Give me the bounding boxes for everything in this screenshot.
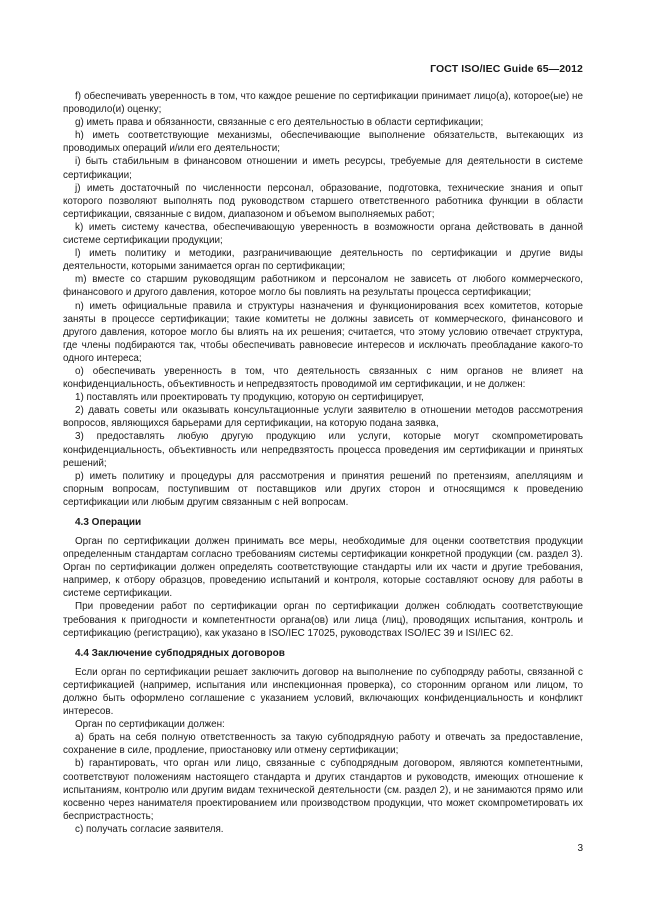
page-number: 3 xyxy=(577,843,583,854)
paragraph: Орган по сертификации должен: xyxy=(75,719,225,731)
section-heading: 4.4 Заключение субподрядных договоров xyxy=(75,647,285,659)
paragraph: 3) предоставлять любую другую продукцию или услуги, которые могут скомпрометировать конфиденциальность, объективность или непредвзятость процесса проведения им сертификации и принятых решений; xyxy=(63,431,583,469)
paragraph: g) иметь права и обязанности, связанные с его деятельностью в области сертификации; xyxy=(75,117,484,129)
paragraph: j) иметь достаточный по численности персонал, образование, подготовка, технические знания и опыт которого позволяют выполнять под руководством старшего ответственного работника функции в области сертификации, связанные с видом, диапазоном и объемом выполняемых работ; xyxy=(63,182,583,220)
paragraph: 2) давать советы или оказывать консультационные услуги заявителю в отношении методов рассмотрения вопросов, являющихся барьерами для сертификации, на которую подана заявка, xyxy=(63,405,583,430)
paragraph: o) обеспечивать уверенность в том, что деятельность связанных с ним органов не влияет на конфиденциальность, объективность и непредвзятость проводимой им сертификации, и не должен: xyxy=(63,365,583,391)
section-heading: 4.3 Операции xyxy=(75,517,142,528)
document-body xyxy=(63,90,583,836)
paragraph: a) брать на себя полную ответственность за такую субподрядную работу и отвечать за предоставление, сохранение в силе, продление, приостановку или отмену сертификации; xyxy=(63,732,583,757)
paragraph: 1) поставлять или проектировать ту продукцию, которую он сертифицирует, xyxy=(75,392,424,404)
paragraph: p) иметь политику и процедуры для рассмотрения и принятия решений по претензиям, апелляциям и спорным вопросам, поступившим от поставщиков или других сторон и относящимся к проведению сертификации или любым другим связанным с ней вопросам. xyxy=(63,470,583,508)
paragraph: h) иметь соответствующие механизмы, обеспечивающие выполнение обязательств, вытекающих из проводимых операций и/или его деятельности; xyxy=(63,130,583,155)
paragraph: Если орган по сертификации решает заключить договор на выполнение по субподряду работы, связанной с сертификацией (например, испытания или инспекционная проверка), со сторонним органом или лицом, то должно быть оформлено соглашение с указанием условий, включающих конфиденциальность и конфликт интересов. xyxy=(63,666,583,718)
paragraph: b) гарантировать, что орган или лицо, связанные с субподрядным договором, являются компетентными, соответствуют положениям настоящего стандарта и других стандартов и руководств, имеющих отношение к испытаниям, контролю или другим видам технической деятельности (см. раздел 2), и не занимаются прямо или косвенно через нанимателя проектированием или производством продукции, что может скомпрометировать их беспристрастность; xyxy=(63,758,583,822)
paragraph: i) быть стабильным в финансовом отношении и иметь ресурсы, требуемые для деятельности в системе сертификации; xyxy=(63,156,583,181)
paragraph: f) обеспечивать уверенность в том, что каждое решение по сертификации принимает лицо(а), которое(ые) не проводило(и) оценку; xyxy=(63,91,583,116)
paragraph: l) иметь политику и методики, разграничивающие деятельность по сертификации и другие виды деятельности, которыми занимается орган по сертификации; xyxy=(63,248,583,273)
paragraph: Орган по сертификации должен принимать все меры, необходимые для оценки соответствия продукции определенным стандартам согласно требованиям системы сертификации конкретной продукции (см. раздел 3). Орган по сертификации должен определять соответствующие стандарты или их части и другие требования, например, к отбору образцов, проведению испытаний и контроля, которые составляют основу для работы в системе сертификации. xyxy=(63,536,583,600)
paragraph: n) иметь официальные правила и структуры назначения и функционирования всех комитетов, которые заняты в процессе сертификации; такие комитеты не должны зависеть от коммерческого, финансового и другого давления, которое могло бы влиять на их решения; считается, что этому условию отвечает структура, где члены подбираются так, чтобы обеспечивать равновесие интересов и исключать преобладание какого-то одного интереса; xyxy=(63,300,583,364)
paragraph: m) вместе со старшим руководящим работником и персоналом не зависеть от любого коммерческого, финансового и другого давления, которое могло бы повлиять на результаты процесса сертификации; xyxy=(63,274,583,299)
document-header: ГОСТ ISO/IEC Guide 65—2012 xyxy=(430,63,583,75)
paragraph: c) получать согласие заявителя. xyxy=(75,823,224,835)
paragraph: При проведении работ по сертификации орган по сертификации должен соблюдать соответствующие требования к пригодности и компетентности органа(ов) или лица (лиц), проводящих испытания, контроль и сертификацию (регистрацию), как указано в ISO/IEC 17025, руководствах ISO/IEC 39 и ISI/IEC 62. xyxy=(63,601,583,639)
paragraph: k) иметь систему качества, обеспечивающую уверенность в возможности органа действовать в данной системе сертификации продукции; xyxy=(63,221,583,247)
